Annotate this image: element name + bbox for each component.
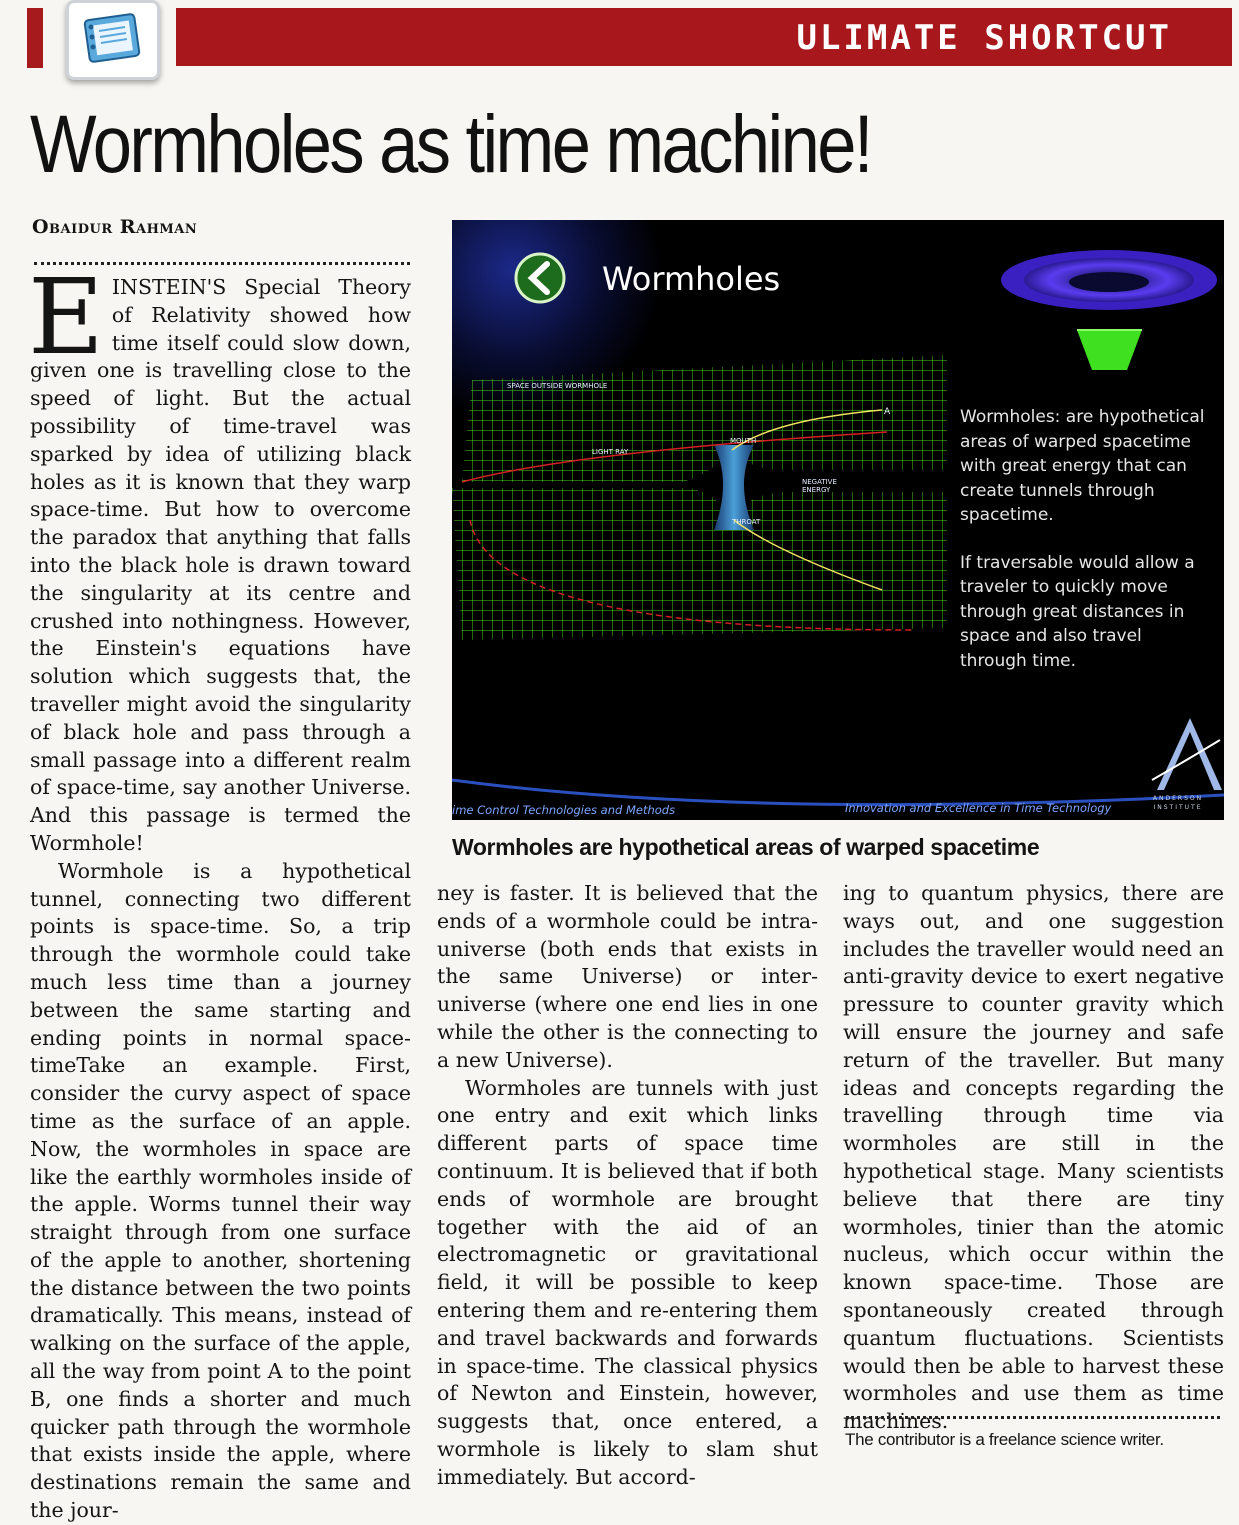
section-banner [176, 8, 1232, 66]
figure-brand: ANDERSON INSTITUTE [1152, 795, 1204, 811]
byline: Obaidur Rahman [32, 216, 198, 238]
figure-footer-left: ime Control Technologies and Methods [452, 803, 676, 817]
label-space-outside: SPACE OUTSIDE WORMHOLE [507, 382, 608, 390]
figure-desc-2: If traversable would allow a traveler to quickly move through great distances in space and also travel through time. [960, 552, 1195, 671]
figure-footer-right: Innovation and Excellence in Time Technology [845, 801, 1112, 815]
lower-spacetime-sheet [452, 488, 947, 640]
paragraph: ney is faster. It is believed that the ends of a wormhole could be intra-universe (both ends that exists in the same Universe) or inter-universe (where one end lies in one while the other is the connecting to a new Universe). [437, 881, 818, 1072]
article-column-2 [437, 880, 818, 1492]
label-a: A [884, 407, 891, 417]
drop-cap: E [28, 256, 104, 378]
article-title: Wormholes as time machine! [30, 99, 871, 190]
section-logo [66, 0, 160, 80]
notebook-icon [79, 9, 145, 67]
figure-caption: Wormholes are hypothetical areas of warped spacetime [452, 834, 1040, 860]
figure-desc-1: Wormholes: are hypothetical areas of warped spacetime with great energy that can create tunnels through spacetime. [960, 407, 1205, 525]
accent-mark [27, 8, 43, 68]
label-light-ray: LIGHT RAY [592, 448, 629, 456]
paragraph: Wormhole is a hypothetical tunnel, connecting two different points is space-time. So, a trip through the wormhole could take much less time than a journey between the same starting and ending points in normal space-timeTake an example. First, consider the curvy aspect of space time as the surface of an apple. Now, the wormholes in space are like the earthly wormholes inside of the apple. Worms tunnel their way straight through from one surface of the apple to another, shortening the distance between the two points dramatically. This means, instead of walking on the surface of the apple, all the way from point A to the point B, one finds a shorter and much quicker path through the wormhole that exists inside the apple, where destinations remain the same and the jour- [30, 858, 411, 1523]
figure-title: Wormholes [602, 260, 781, 298]
section-label: ULIMATE SHORTCUT [796, 18, 1172, 58]
article-column-3 [843, 880, 1224, 1436]
paragraph: ing to quantum physics, there are ways out, and one suggestion includes the traveller would need an anti-gravity device to exert negative pressure to counter gravity which will ensure the journey and safe return of the traveller. But many ideas and concepts regarding the travelling through time via wormholes are still in the hypothetical stage. Many scientists believe that there are tiny wormholes, tinier than the atomic nucleus, which occur within the known space-time. Those are spontaneously created through quantum fluctuations. Scientists would then be able to harvest these wormholes and use them as time machines. [843, 881, 1224, 1434]
label-negative-energy: NEGATIVE ENERGY [802, 478, 837, 494]
paragraph-text: INSTEIN'S Special Theory of Relativity showed how time itself could slow down, given one is travelling close to the speed of light. But the actual possibility of time-travel was sparked by idea of utilizing black holes as it is known that they warp space-time. But how to overcome the paradox that anything that falls into the black hole is drawn toward the singularity at its centre and crushed into nothingness. However, the Einstein's equations have solution which suggests that, the traveller might avoid the singularity of black hole and pass through a small passage into a different realm of space-time, say another Universe. And this passage is termed the Wormhole! [30, 275, 411, 855]
paragraph [28, 256, 411, 858]
label-mouth: MOUTH [730, 437, 757, 445]
label-throat: THROAT [732, 518, 761, 526]
section-header [0, 0, 1239, 80]
wormhole-figure [452, 220, 1224, 820]
footer-divider [846, 1416, 1220, 1419]
contributor-note: The contributor is a freelance science writer. [845, 1430, 1164, 1449]
paragraph: Wormholes are tunnels with just one entry and exit which links different parts of space time continuum. It is believed that if both ends of wormhole are brought together with the aid of an electromagnetic or gravitational field, it will be possible to keep entering them and re-entering them and travel backwards and forwards in space-time. The classical physics of Newton and Einstein, however, suggests that, once entered, a wormhole is likely to slam shut immediately. But accord- [437, 1075, 818, 1489]
article-column-1 [28, 256, 411, 1525]
figure-description [960, 405, 1210, 696]
back-arrow-icon [516, 254, 564, 302]
